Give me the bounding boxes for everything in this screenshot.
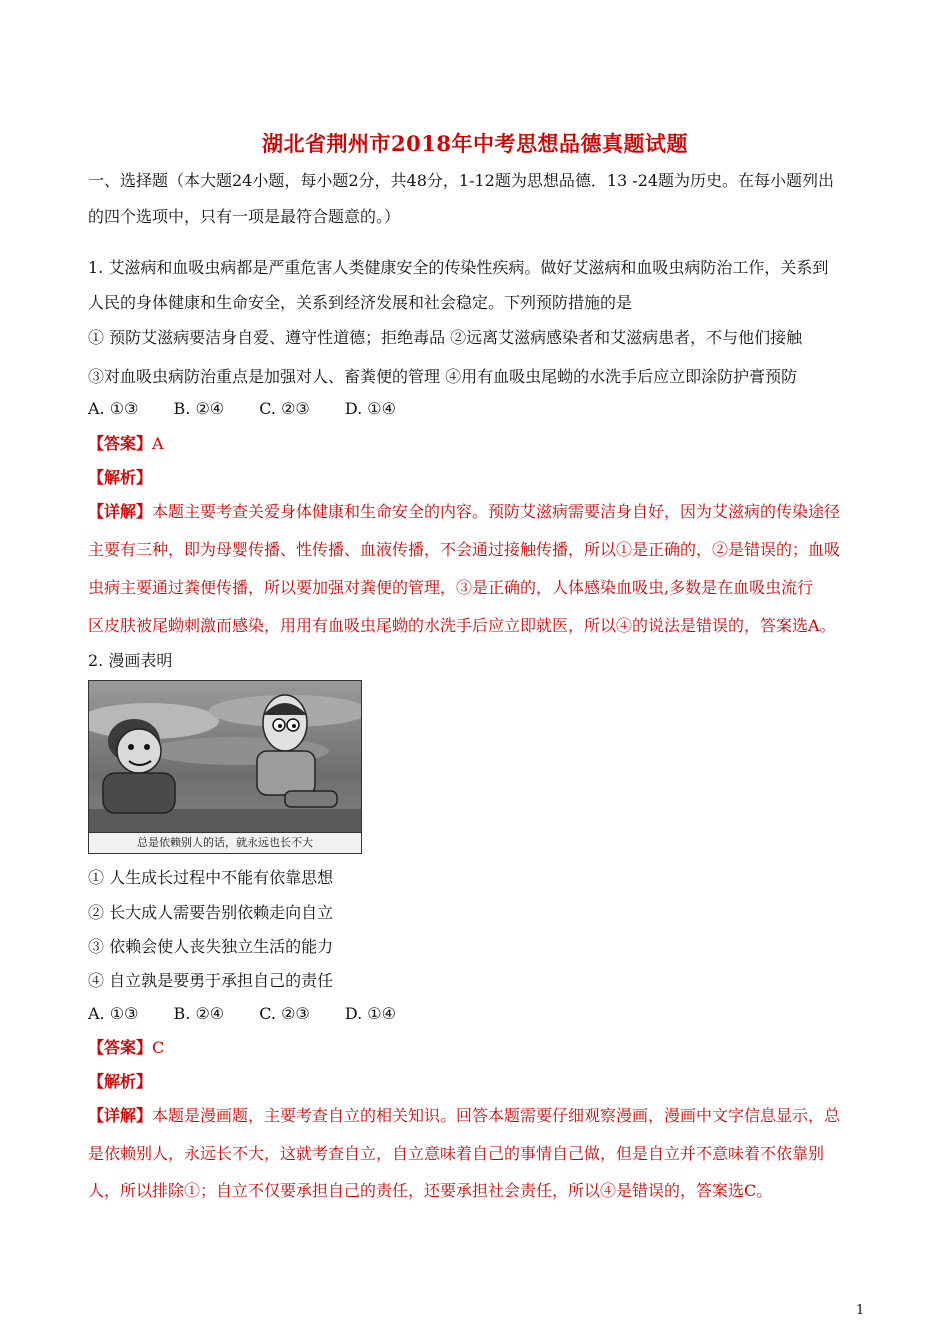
q2-detail-line1 [88,1105,840,1127]
cartoon-illustration [89,681,361,833]
q1-answer [88,433,164,455]
q1-items-row2: ③对血吸虫病防治重点是加强对人、畜粪便的管理 ④用有血吸虫尾蚴的水洗手后应立即涂防护膏预防 [88,367,798,386]
q1-answer-value: A [152,434,164,453]
q1-option-a: A. ①③ [88,399,139,418]
q1-detail-line1 [88,501,840,523]
section-instructions-line1: 一、选择题（本大题24小题，每小题2分，共48分，1-12题为思想品德．13 -24题为历史。在每小题列出 [88,171,835,190]
q2-answer-label: 【答案】 [88,1038,153,1057]
q1-detail-text1: 本题主要考查关爱身体健康和生命安全的内容。预防艾滋病需要洁身自好，因为艾滋病的传染途径 [152,502,841,521]
q1-option-c: C. ②③ [259,399,310,418]
q1-detail-line3: 虫病主要通过粪便传播，所以要加强对粪便的管理，③是正确的，人体感染血吸虫,多数是在血吸虫流行 [88,578,814,597]
q1-option-d: D. ①④ [344,399,396,418]
cartoon-image [88,680,362,854]
q2-detail-label: 【详解】 [88,1106,153,1125]
q1-answer-label: 【答案】 [88,434,153,453]
page-number: 1 [856,1303,865,1318]
q2-option-b: B. ②④ [173,1004,225,1023]
q2-detail-line3: 人，所以排除①；自立不仅要承担自己的责任，还要承担社会责任，所以④是错误的，答案选C。 [88,1181,773,1200]
q1-analysis-label: 【解析】 [88,468,153,487]
q1-detail-line2: 主要有三种，即为母婴传播、性传播、血液传播，不会通过接触传播，所以①是正确的，②是错误的；血吸 [88,540,841,559]
q1-detail-line4: 区皮肤被尾蚴刺激而感染，用用有血吸虫尾蚴的水洗手后应立即就医，所以④的说法是错误的，答案选A。 [88,616,836,635]
q1-stem-line2: 人民的身体健康和生命安全，关系到经济发展和社会稳定。下列预防措施的是 [88,293,633,312]
q1-option-b: B. ②④ [173,399,225,418]
cartoon-caption: 总是依赖别人的话，就永远也长不大 [89,832,361,853]
q2-detail-line2: 是依赖别人，永远长不大，这就考查自立，自立意味着自己的事情自己做，但是自立并不意味着不依靠别 [88,1144,825,1163]
q1-stem-line1: 1. 艾滋病和血吸虫病都是严重危害人类健康安全的传染性疾病。做好艾滋病和血吸虫病防治工作，关系到 [88,258,829,277]
q2-answer [88,1037,164,1059]
q1-options [88,398,426,420]
page-title: 湖北省荆州市2018年中考思想品德真题试题 [262,131,688,156]
q2-options [88,1003,426,1025]
q2-option-d: D. ①④ [344,1004,396,1023]
q2-analysis-label: 【解析】 [88,1072,153,1091]
q2-stem: 2. 漫画表明 [88,651,173,670]
q1-detail-label: 【详解】 [88,502,153,521]
section-instructions-line2: 的四个选项中，只有一项是最符合题意的。） [88,207,401,226]
q2-item-4: ④ 自立孰是要勇于承担自己的责任 [88,971,334,990]
q2-item-1: ① 人生成长过程中不能有依靠思想 [88,868,334,887]
q1-items-row1: ① 预防艾滋病要洁身自爱、遵守性道德；拒绝毒品 ②远离艾滋病感染者和艾滋病患者，不与他们接触 [88,328,803,347]
q2-item-3: ③ 依赖会使人丧失独立生活的能力 [88,937,334,956]
q2-option-a: A. ①③ [88,1004,139,1023]
q2-option-c: C. ②③ [259,1004,310,1023]
q2-item-2: ② 长大成人需要告别依赖走向自立 [88,903,334,922]
q2-answer-value: C [152,1038,165,1057]
q2-detail-text1: 本题是漫画题，主要考查自立的相关知识。回答本题需要仔细观察漫画，漫画中文字信息显示，总 [152,1106,841,1125]
